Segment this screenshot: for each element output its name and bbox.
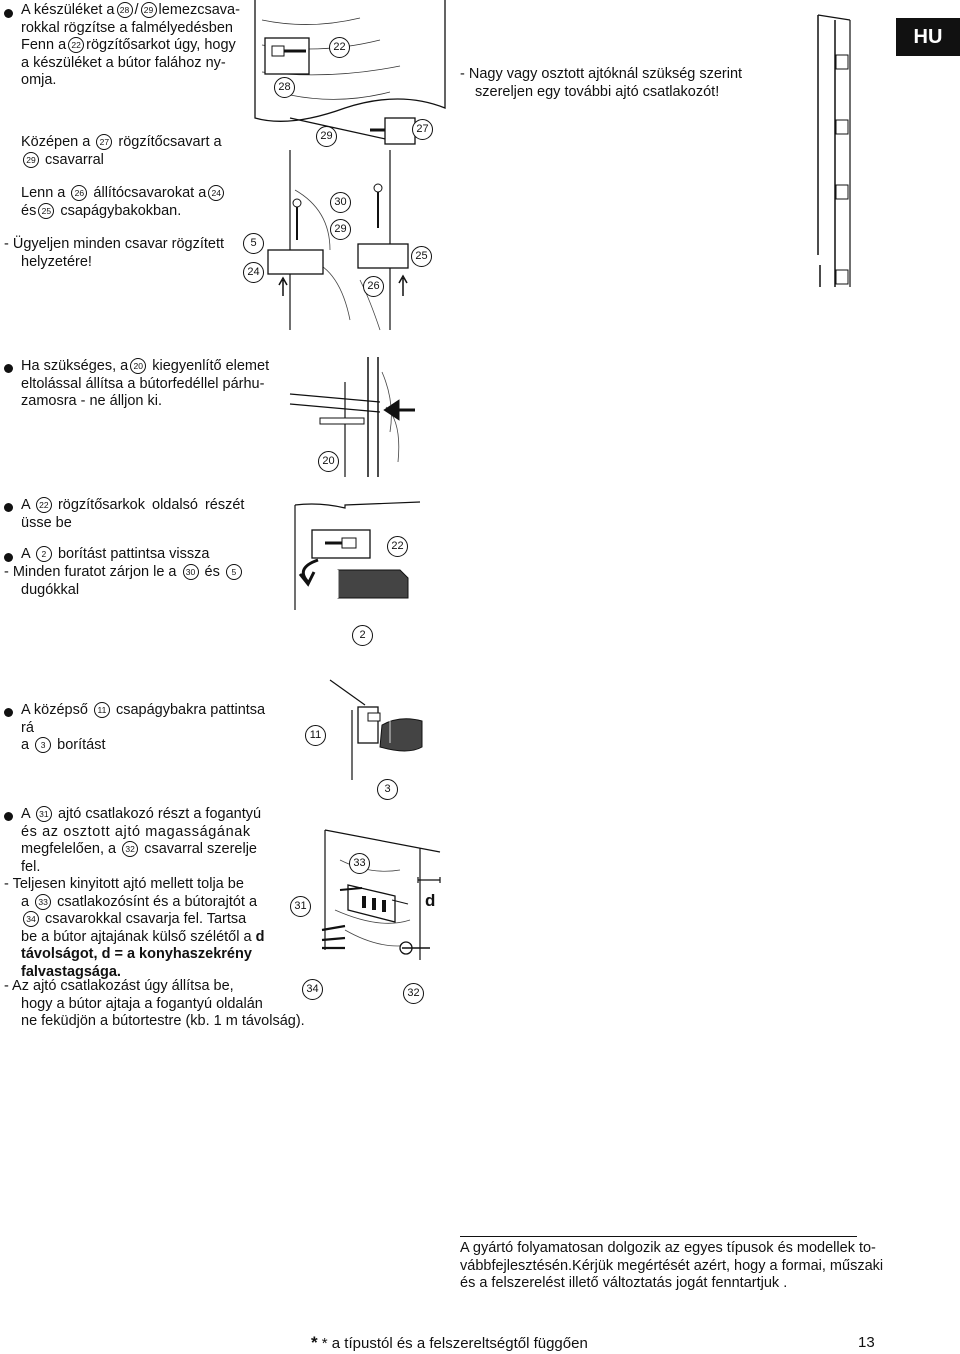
cabinet-door-figure [810, 15, 870, 290]
callout-2: 2 [352, 625, 373, 646]
mounting-figure-top [250, 0, 450, 330]
callout-32: 32 [403, 983, 424, 1004]
bullet [4, 708, 13, 717]
bullet [4, 553, 13, 562]
compensation-element-figure [290, 352, 430, 482]
step4-text: A középső 11 csapágybakra pattintsa rá a 3 borítást [21, 702, 266, 753]
footer-note: * * a típustól és a felszereltségtől függően [311, 1333, 588, 1352]
manufacturer-notice: A gyártó folyamatosan dolgozik az egyes típusok és modellek to- vábbfejlesztésén.Kérjük megértését azért, hogy a formai, műszaki és a felszerelést illető változtatás jogát fenntartjuk . [460, 1240, 884, 1291]
callout-28: 28 [274, 77, 295, 98]
bullet [4, 503, 13, 512]
callout-31: 31 [290, 896, 311, 917]
callout-24: 24 [243, 262, 264, 283]
step3-note: - Minden furatot zárjon le a 30 és 5 dugókkal [4, 564, 274, 599]
step5-note-2: - Az ajtó csatlakozást úgy állítsa be, hogy a bútor ajtaja a fogantyú oldalán ne feküdjön a bútortestre (kb. 1 m távolság). [4, 978, 305, 1029]
step1-bottom-text: Lenn a 26 állítócsavarokat a 24 és 25 csapágybakokban. [21, 185, 246, 220]
step2-text: Ha szükséges, a 20 kiegyenlítő elemet eltolással állítsa a bútorfedéllel párhu- zamosra - ne álljon ki. [21, 358, 270, 409]
callout-11: 11 [305, 725, 326, 746]
bullet [4, 364, 13, 373]
distance-label-d: d [425, 891, 436, 910]
page-number: 13 [858, 1334, 875, 1351]
language-badge: HU [896, 18, 960, 56]
callout-30: 30 [330, 192, 351, 213]
step1-note: - Ügyeljen minden csavar rögzített helyzetére! [4, 236, 225, 270]
callout-34: 34 [302, 979, 323, 1000]
callout-3: 3 [377, 779, 398, 800]
callout-22: 22 [387, 536, 408, 557]
callout-27: 27 [412, 119, 433, 140]
callout-5: 5 [243, 233, 264, 254]
callout-26: 26 [363, 276, 384, 297]
step5-text: A 31 ajtó csatlakozó részt a fogantyú és az osztott ajtó magasságának megfelelően, a 32 csavarral szerelje fel. [21, 806, 262, 875]
callout-25: 25 [411, 246, 432, 267]
step3-cover-text: A 2 borítást pattintsa vissza [21, 546, 210, 562]
callout-33: 33 [349, 853, 370, 874]
callout-29b: 29 [330, 219, 351, 240]
bullet [4, 812, 13, 821]
middle-hinge-figure [330, 675, 440, 785]
corner-bracket-figure [290, 500, 430, 620]
right-note: - Nagy vagy osztott ajtóknál szükség szerint szereljen egy további ajtó csatlakozót! [460, 66, 743, 100]
callout-20: 20 [318, 451, 339, 472]
step1-middle-text: Középen a 27 rögzítőcsavart a 29 csavarral [21, 134, 222, 168]
step3-text: A 22 rögzítősarkok oldalsó részét üsse be [21, 497, 245, 531]
callout-29: 29 [316, 126, 337, 147]
bullet [4, 9, 13, 18]
callout-22: 22 [329, 37, 350, 58]
step1-text: A készüléket a 28 / 29 lemezcsava- rokkal rögzítse a falmélyedésben Fenn a 22 rögzítősarkot úgy, hogy a készüléket a bútor falához ny- omja. [21, 2, 240, 88]
step5-note: - Teljesen kinyitott ajtó mellett tolja be a 33 csatlakozósínt és a bútorajtót a 34 csavarokkal csavarja fel. Tartsa be a bútor ajtajának külső szélétől a d távolságot, d = a konyhaszekrény falvastagsága. [4, 876, 265, 980]
notice-divider [460, 1236, 857, 1237]
